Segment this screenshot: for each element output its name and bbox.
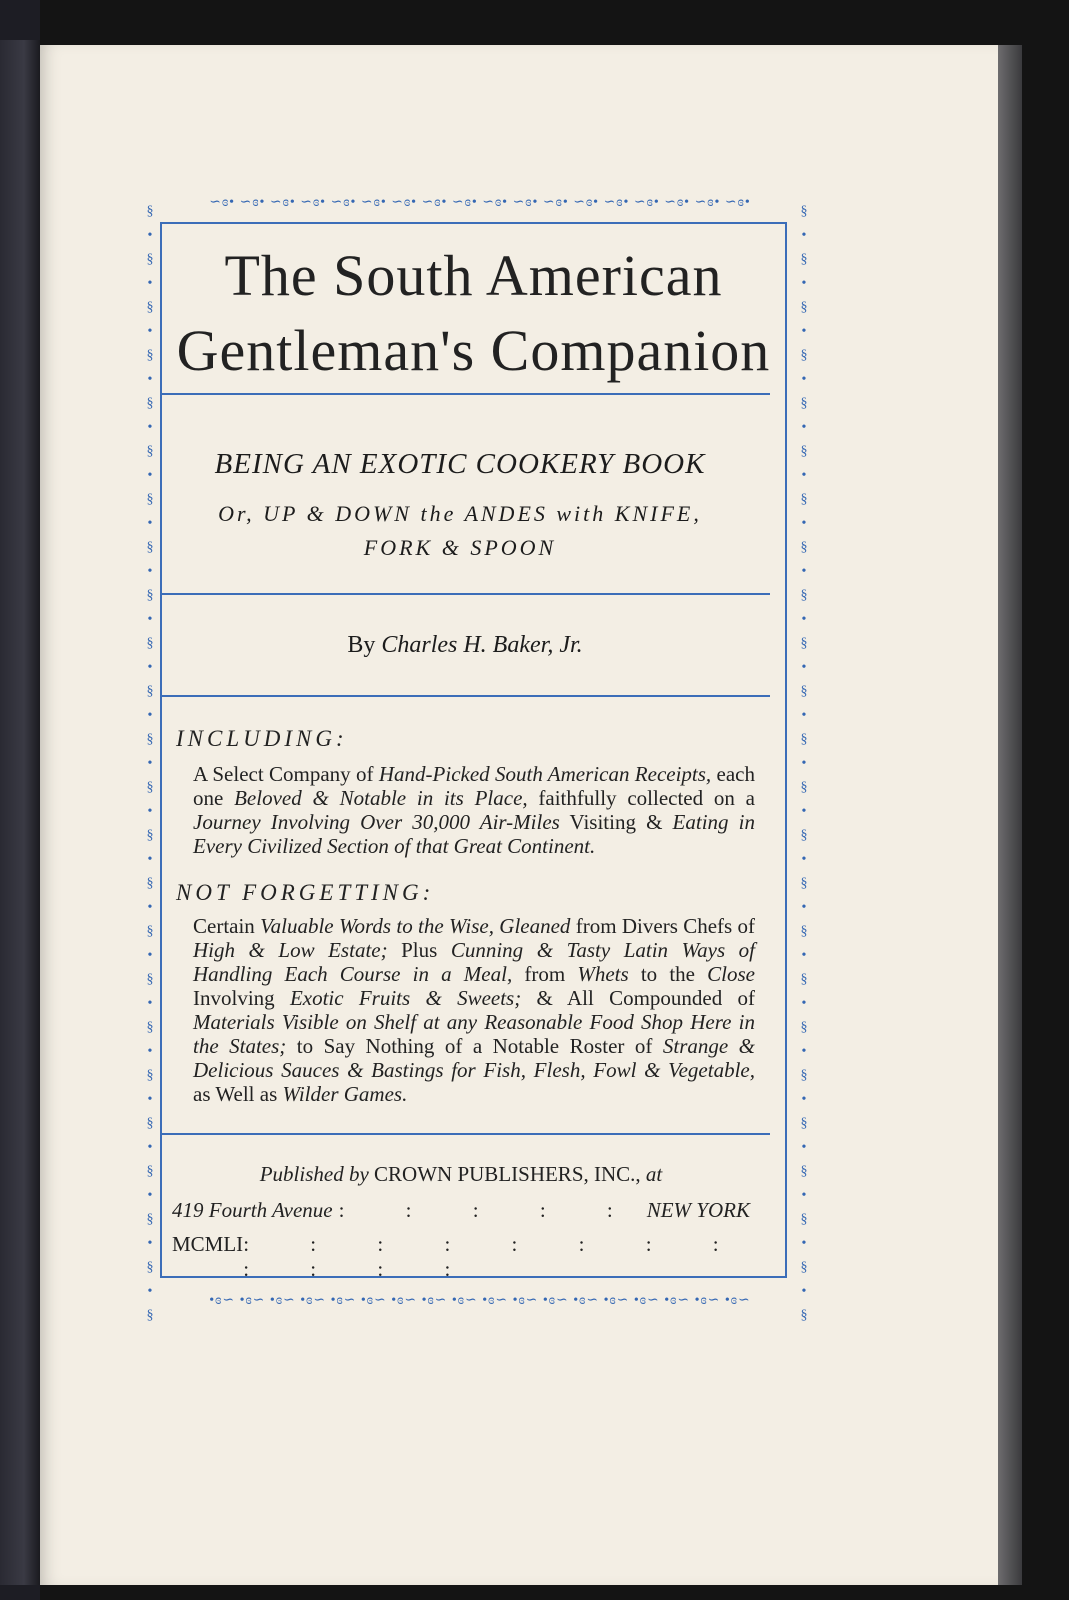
text-run: Plus — [387, 938, 451, 962]
text-run: as Well as — [193, 1082, 283, 1106]
author-line — [160, 632, 770, 659]
text-run: from Divers Chefs of — [570, 914, 756, 938]
year-line — [172, 1232, 750, 1282]
including-paragraph — [193, 762, 755, 858]
book-title-line-1: The South American — [224, 243, 723, 308]
text-run: Materials Visible on Shelf at any Reasonable Food Shop Here in the States; — [193, 1010, 755, 1058]
text-run: Wilder Games. — [282, 1082, 408, 1106]
publisher-name: CROWN PUBLISHERS, INC., — [374, 1162, 641, 1186]
text-run: Close — [707, 962, 756, 986]
book-spine — [0, 40, 40, 1585]
author-by: By — [347, 632, 376, 658]
not-forgetting-heading: NOT FORGETTING: — [176, 880, 435, 905]
text-run: & All Compounded of — [521, 986, 755, 1010]
divider-author — [160, 695, 770, 697]
text-run: Exotic Fruits & Sweets; — [289, 986, 522, 1010]
divider-contents — [160, 1133, 770, 1135]
text-run: to Say Nothing of a Notable Roster of — [286, 1034, 663, 1058]
text-run: Eating in Every Civilized Section of that Great Continent. — [193, 810, 755, 858]
text-run: to the — [628, 962, 708, 986]
divider-title — [160, 393, 770, 395]
subtitle-alternate — [160, 497, 760, 565]
text-run: Journey Involving Over 30,000 Air-Miles — [193, 810, 560, 834]
subtitle-alternate-line-2: FORK & SPOON — [363, 535, 557, 560]
text-run: Strange & Delicious Sauces & Bastings for Fish, Flesh, Fowl & Vegetable, — [193, 1034, 755, 1082]
ornamental-border-top: ∽ɞ• ∽ɞ• ∽ɞ• ∽ɞ• ∽ɞ• ∽ɞ• ∽ɞ• ∽ɞ• ∽ɞ• ∽ɞ• ∽ɞ• ∽ɞ• ∽ɞ• ∽ɞ• ∽ɞ• ∽ɞ• ∽ɞ• ∽ɞ• — [209, 195, 751, 210]
text-run: faithfully collected on a — [527, 786, 755, 810]
text-run: each one — [193, 762, 755, 810]
publisher-address: 419 Fourth Avenue — [172, 1198, 333, 1222]
publication-year: MCMLI — [172, 1232, 244, 1256]
year-dots: : : : : : : : : : : : : — [243, 1232, 747, 1281]
ornamental-border-bottom: •ɞ∽ •ɞ∽ •ɞ∽ •ɞ∽ •ɞ∽ •ɞ∽ •ɞ∽ •ɞ∽ •ɞ∽ •ɞ∽ •ɞ∽ •ɞ∽ •ɞ∽ •ɞ∽ •ɞ∽ •ɞ∽ •ɞ∽ •ɞ∽ — [209, 1293, 751, 1308]
publisher-city: NEW YORK — [646, 1198, 750, 1222]
divider-subtitle — [160, 593, 770, 595]
page-stack-edge — [998, 45, 1022, 1585]
subtitle-main: BEING AN EXOTIC COOKERY BOOK — [214, 448, 706, 480]
text-run: High & Low Estate; — [193, 938, 388, 962]
address-line — [172, 1198, 750, 1223]
address-dots: : : : : : — [338, 1198, 641, 1222]
ornamental-border-left: § • § • § • § • § • § • § • § • § • § • § • § • § • § • § • § • § • § • § • § • § • § • § • § — [146, 204, 154, 1323]
author-name: Charles H. Baker, Jr. — [381, 632, 583, 658]
text-run: from — [512, 962, 578, 986]
not-forgetting-paragraph — [193, 914, 755, 1106]
text-run: Involving — [193, 986, 290, 1010]
text-run: Whets — [577, 962, 629, 986]
including-heading: INCLUDING: — [176, 726, 348, 751]
text-run: Beloved & Notable in its Place, — [234, 786, 528, 810]
published-by-label: Published by — [259, 1162, 369, 1186]
text-run: Hand-Picked South American Receipts, — [378, 762, 712, 786]
publisher-at: at — [645, 1162, 663, 1186]
ornamental-border-right: § • § • § • § • § • § • § • § • § • § • § • § • § • § • § • § • § • § • § • § • § • § • § • § — [800, 204, 808, 1323]
book-title-line-2: Gentleman's Companion — [176, 318, 771, 383]
text-run: Valuable Words to the Wise, Gleaned — [260, 914, 571, 938]
text-run: Visiting & — [559, 810, 673, 834]
text-run: Certain — [193, 914, 261, 938]
text-run: A Select Company of — [193, 762, 379, 786]
publisher-line — [172, 1162, 750, 1187]
text-run: Cunning & Tasty Latin Ways of Handling Each Course in a Meal, — [193, 938, 755, 986]
subtitle-alternate-line-1: Or, UP & DOWN the ANDES with KNIFE, — [218, 501, 702, 526]
